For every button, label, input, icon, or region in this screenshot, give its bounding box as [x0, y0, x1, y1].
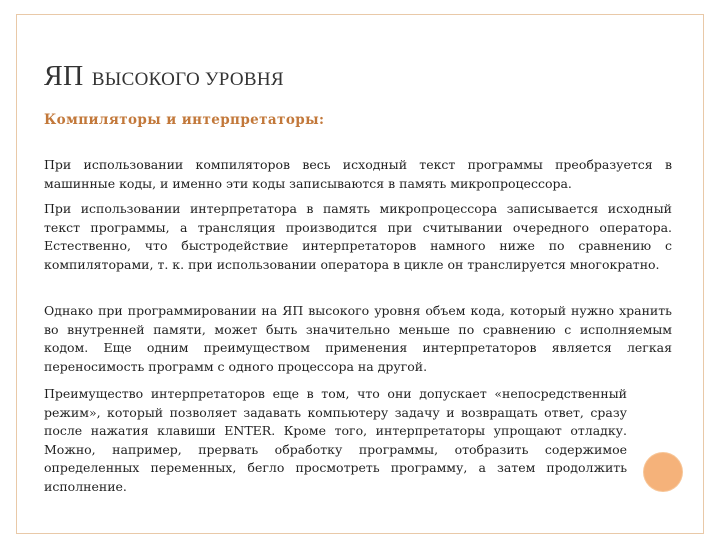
paragraph-interpreters: При использовании интерпретатора в память микропроцессора записывается исходный текст программы, а трансляция производится при считывании очередного оператора. Естественно, что быстродействие интерпретаторов намного ниже по сравнению с компиляторами, т. к. при использовании оператора в цикле он транслируется многократно. [44, 201, 672, 272]
slide-subtitle: Компиляторы и интерпретаторы: [44, 112, 325, 128]
paragraph-compilers: При использовании компиляторов весь исходный текст программы преобразуется в машинные коды, и именно эти коды записываются в память микропроцессора. [44, 157, 672, 191]
slide-title [44, 56, 284, 93]
decorative-circle [644, 453, 682, 491]
slide-title-rest: ВЫСОКОГО УРОВНЯ [91, 69, 284, 90]
slide-title-main: ЯП [44, 61, 84, 92]
paragraph-code-size: Однако при программировании на ЯП высокого уровня объем кода, который нужно хранить во внутренней памяти, может быть значительно меньше по сравнению с исполняемым кодом. Еще одним преимуществом применения интерпретаторов является легкая переносимость программ с одного процессора на другой. [44, 303, 672, 374]
paragraph-advantages: Преимущество интерпретаторов еще в том, что они допускает «непосредственный режим», который позволяет задавать компьютеру задачу и возвращать ответ, сразу после нажатия клавиши ENTER. Кроме того, интерпретаторы упрощают отладку. Можно, например, прервать обработку программы, отобразить содержимое определенных переменных, бегло просмотреть программу, а затем продолжить исполнение. [44, 386, 627, 494]
